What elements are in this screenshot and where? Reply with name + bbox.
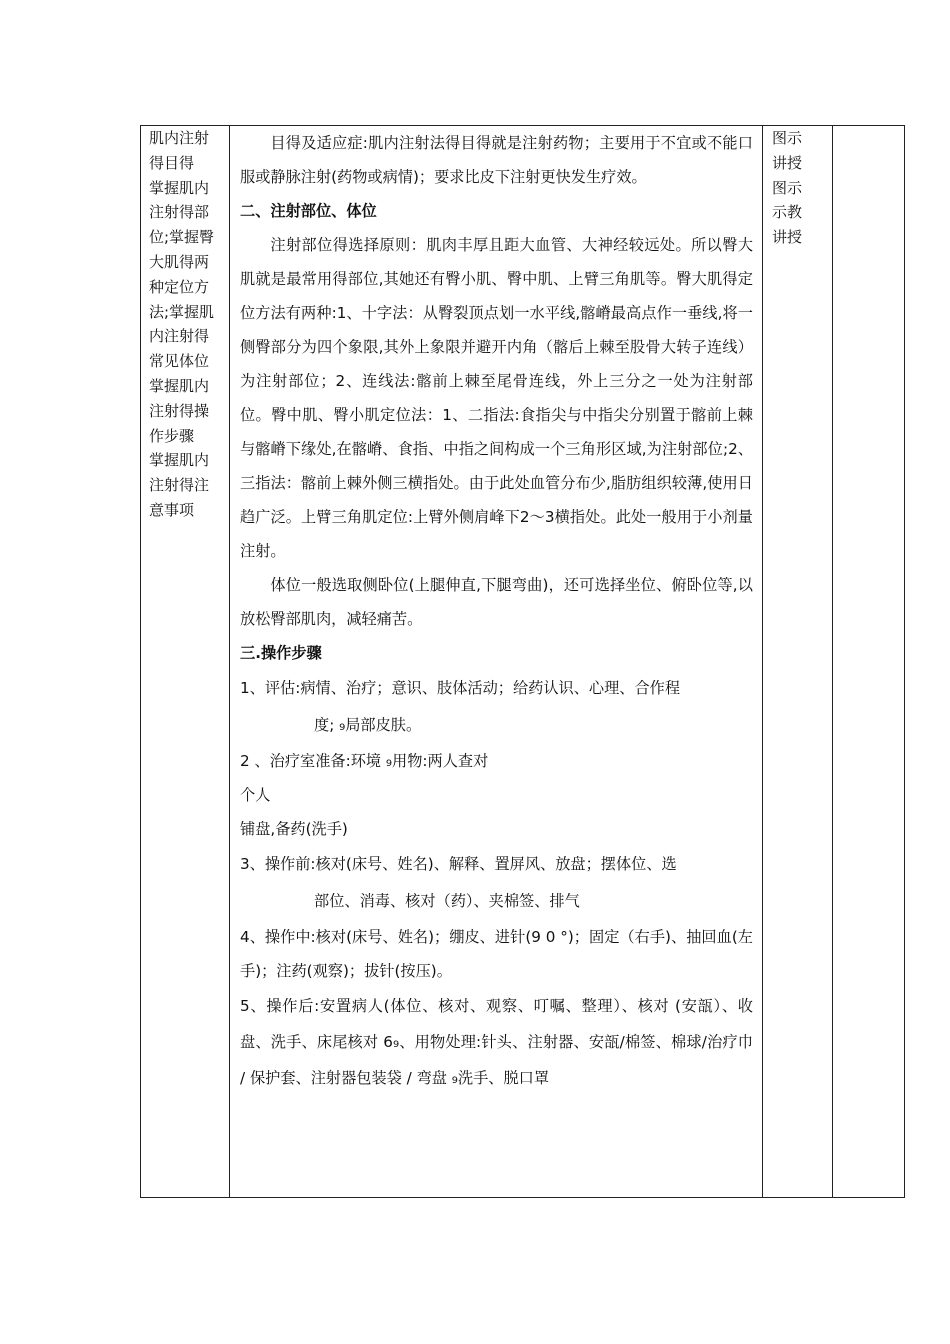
objective-line: 掌握肌内 [149,376,210,395]
objective-line: 得目得 [149,153,195,172]
objectives-list [141,126,229,523]
step-assess: 1、评估:病情、治疗；意识、肢体活动；给药认识、心理、合作程 [240,679,681,697]
table-row [141,126,905,1198]
objectives-cell [141,126,230,1198]
method-line: 图示 [772,178,803,197]
step-assess-cont: 度; ₉局部皮肤。 [314,716,422,734]
purpose-paragraph: 目得及适应症:肌内注射法得目得就是注射药物；主要用于不宜或不能口服或静脉注射(药物或病情)；要求比皮下注射更快发生疗效。 [240,134,753,186]
objective-line: 作步骤 [149,426,195,445]
section-heading-sites: 二、注射部位、体位 [240,202,377,220]
method-line: 图示 [772,129,803,147]
objective-line: 注射得部 [149,203,210,222]
sites-paragraph: 注射部位得选择原则：肌肉丰厚且距大血管、大神经较远处。所以臀大肌就是最常用得部位,其她还有臀小肌、臀中肌、上臂三角肌等。臀大肌得定位方法有两种:1、十字法：从臀裂顶点划一水平线,髂嵴最高点作一垂线,将一侧臀部分为四个象限,其外上象限并避开内角（髂后上棘至股骨大转子连线）为注射部位；2、连线法:髂前上棘至尾骨连线，外上三分之一处为注射部位。臀中肌、臀小肌定位法：1、二指法:食指尖与中指尖分别置于髂前上棘与髂嵴下缘处,在髂嵴、食指、中指之间构成一个三角形区域,为注射部位;2、三指法：髂前上棘外侧三横指处。由于此处血管分布少,脂肪组织较薄,使用日趋广泛。上臂三角肌定位:上臂外侧肩峰下2～3横指处。此处一般用于小剂量注射。 [240,236,753,560]
step-after: 5、操作后:安置病人(体位、核对、观察、叮嘱、整理）、核对 (安瓿）、收盘、洗手、床尾核对 6₉、用物处理:针头、注射器、安瓿/棉签、棉球/治疗巾 / 保护套、注射器包装袋 / 弯盘 ₉洗手、脱口罩 [240,997,753,1087]
notes-cell [833,126,905,1198]
content-cell [230,126,763,1198]
method-line: 讲授 [772,153,803,172]
methods-list [763,126,832,250]
objective-line: 掌握肌内 [149,178,210,197]
objective-line: 注射得注 [149,476,210,495]
lesson-content [230,126,762,1096]
methods-cell [763,126,833,1198]
method-line: 示教 [772,203,803,222]
step-prepare-person: 个人 [240,786,271,804]
objective-line: 掌握肌内 [149,451,210,470]
objective-line: 意事项 [149,500,195,519]
objective-line: 大肌得两 [149,252,210,271]
position-paragraph: 体位一般选取侧卧位(上腿伸直,下腿弯曲)，还可选择坐位、俯卧位等,以放松臀部肌肉，减轻痛苦。 [240,576,753,628]
objective-line: 内注射得 [149,327,210,346]
objective-line: 位;掌握臀 [149,228,215,247]
section-heading-steps: 三.操作步骤 [240,644,322,662]
step-during: 4、操作中:核对(床号、姓名)；绷皮、进针(9 0 °)；固定（右手)、抽回血(左手)；注药(观察)；拔针(按压)。 [240,928,753,980]
method-line: 讲授 [772,228,803,247]
objective-line: 常见体位 [149,352,210,371]
step-prepare: 2 、治疗室准备:环境 ₉用物:两人查对 [240,752,489,770]
objective-line: 种定位方 [149,277,210,296]
step-prepare-tray: 铺盘,备药(洗手) [240,820,348,838]
lesson-plan-table [140,125,905,1198]
objective-line: 肌内注射 [149,129,210,147]
objective-line: 法;掌握肌 [149,302,215,321]
step-before-cont: 部位、消毒、核对（药）、夹棉签、排气 [314,892,580,910]
step-before: 3、操作前:核对(床号、姓名)、解释、置屏风、放盘；摆体位、选 [240,855,677,873]
objective-line: 注射得操 [149,401,210,420]
